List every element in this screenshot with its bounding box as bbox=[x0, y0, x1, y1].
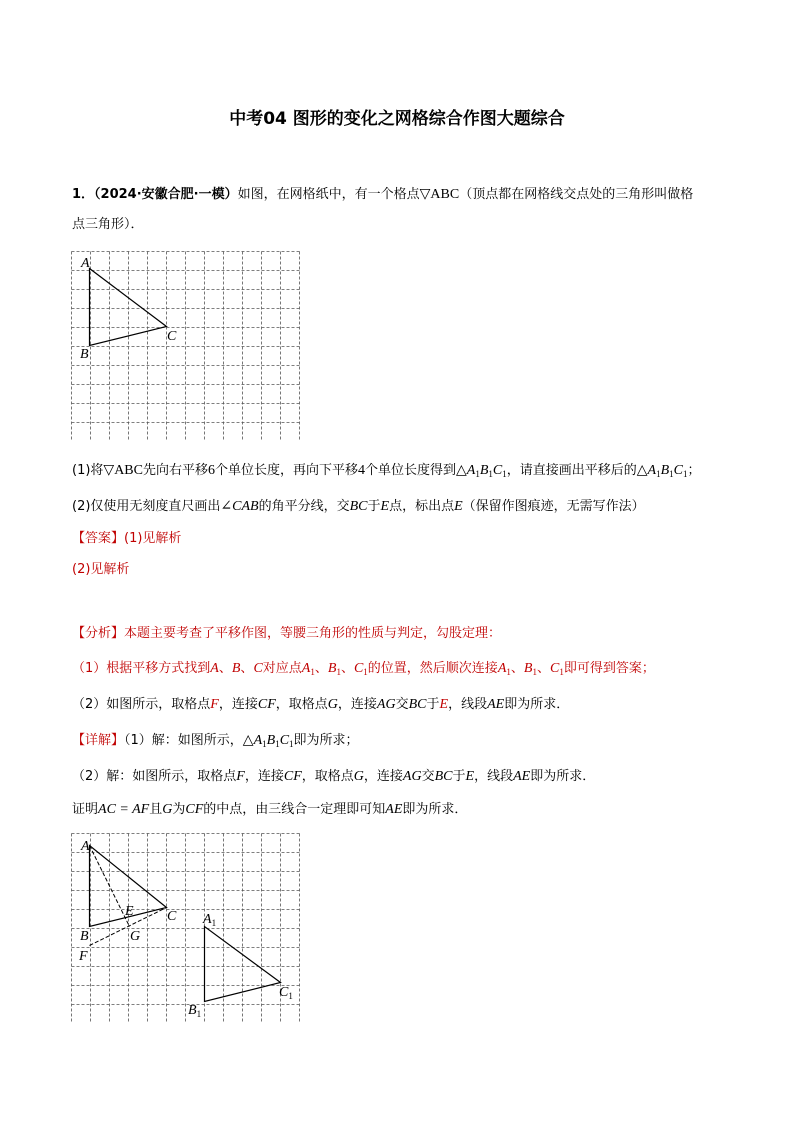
text: 、 bbox=[340, 661, 354, 676]
math-segment: AE bbox=[513, 769, 531, 784]
question-text: 如图，在网格纸中，有一个格点 bbox=[237, 187, 420, 202]
question-line-2: 点三角形）． bbox=[72, 217, 144, 232]
label-c1 bbox=[279, 985, 293, 1001]
math-point: F bbox=[236, 769, 245, 784]
text: 对应点 bbox=[262, 661, 302, 676]
text: ，线段 bbox=[448, 697, 488, 712]
subscript: 1 bbox=[656, 469, 661, 479]
text: 个单位长度，再向下平移 bbox=[215, 463, 359, 478]
text: 于 bbox=[452, 769, 466, 784]
text: 、 bbox=[536, 661, 550, 676]
text: ，取格点 bbox=[301, 769, 354, 784]
question-number: 1． bbox=[72, 187, 95, 202]
subscript: 1 bbox=[363, 667, 368, 677]
math-angle: ∠CAB bbox=[220, 499, 259, 514]
label-b1-sub: 1 bbox=[196, 1009, 202, 1019]
math-point: A bbox=[497, 661, 507, 676]
text: 于 bbox=[367, 499, 381, 514]
label-f: F bbox=[79, 949, 88, 964]
detail-line-1 bbox=[72, 732, 359, 753]
text: 即为所求． bbox=[402, 802, 468, 817]
subscript: 1 bbox=[336, 667, 341, 677]
subscript: 1 bbox=[506, 667, 511, 677]
math-segment: CF bbox=[185, 802, 204, 817]
text: 、 bbox=[510, 661, 524, 676]
text: （2）如图所示，取格点 bbox=[72, 697, 211, 712]
math-segment: AG bbox=[402, 769, 422, 784]
label-c1-letter: C bbox=[279, 985, 289, 1000]
math-point: E bbox=[454, 499, 463, 514]
subscript: 1 bbox=[502, 469, 507, 479]
math-number: 4 bbox=[358, 463, 366, 478]
math-part: C bbox=[673, 463, 684, 478]
math-part: △A bbox=[456, 463, 476, 478]
math-triangle-1 bbox=[243, 733, 294, 748]
page-title: 中考04 图形的变化之网格综合作图大题综合 bbox=[229, 109, 565, 129]
question-source: （2024·安徽合肥·一模） bbox=[94, 187, 238, 202]
text: 本题主要考查了平移作图，等腰三角形的性质与判定，勾股定理： bbox=[124, 626, 502, 641]
math-point: B bbox=[523, 661, 533, 676]
text: 证明 bbox=[72, 802, 99, 817]
text: ； bbox=[687, 463, 701, 478]
label-a1-sub: 1 bbox=[211, 918, 217, 928]
part-1 bbox=[72, 462, 701, 483]
answer-text: (1)见解析 bbox=[124, 531, 182, 546]
grid-lines bbox=[72, 834, 300, 1023]
answer-line-1 bbox=[72, 530, 181, 548]
label-b: B bbox=[80, 929, 89, 944]
detail-label: 【详解】 bbox=[72, 733, 125, 748]
subscript: 1 bbox=[289, 739, 294, 749]
label-e: E bbox=[125, 904, 134, 919]
text: 点，标出点 bbox=[389, 499, 455, 514]
text: 的角平分线，交 bbox=[258, 499, 350, 514]
analysis-label: 【分析】 bbox=[72, 626, 125, 641]
text: （2）解：如图所示，取格点 bbox=[72, 769, 237, 784]
label-b1 bbox=[188, 1003, 201, 1019]
text: 的位置，然后顺次连接 bbox=[367, 661, 498, 676]
text: 即为所求． bbox=[504, 697, 570, 712]
text: 、 bbox=[240, 661, 254, 676]
math-segment: BC bbox=[434, 769, 453, 784]
math-point: G bbox=[162, 802, 173, 817]
label-a: A bbox=[81, 256, 90, 271]
label-g: G bbox=[130, 929, 141, 944]
question-text: （顶点都在网格线交点处的三角形叫做格 bbox=[459, 187, 694, 202]
math-segment: BC bbox=[408, 697, 427, 712]
math-point: C bbox=[549, 661, 560, 676]
subscript: 1 bbox=[683, 469, 688, 479]
math-segment: AG bbox=[376, 697, 396, 712]
answer-label: 【答案】 bbox=[72, 531, 125, 546]
subscript: 1 bbox=[475, 469, 480, 479]
math-triangle: ▽ABC bbox=[103, 463, 143, 478]
grid-lines bbox=[72, 252, 300, 441]
math-equation: AC = AF bbox=[98, 802, 150, 817]
text: （1）解：如图所示， bbox=[124, 733, 243, 748]
text: （1）根据平移方式找到 bbox=[72, 661, 211, 676]
text: 交 bbox=[421, 769, 435, 784]
subscript: 1 bbox=[532, 667, 537, 677]
analysis-step-2 bbox=[72, 696, 569, 714]
math-point: C bbox=[353, 661, 364, 676]
text: 即为所求． bbox=[530, 769, 596, 784]
question-line-1 bbox=[72, 186, 693, 204]
text: 个单位长度得到 bbox=[365, 463, 457, 478]
math-segment: CF bbox=[257, 697, 276, 712]
text: 即可得到答案； bbox=[563, 661, 655, 676]
subscript: 1 bbox=[488, 469, 493, 479]
grid-figure-2 bbox=[70, 832, 302, 1022]
math-point: E bbox=[439, 697, 449, 712]
math-triangle-1 bbox=[456, 463, 507, 478]
math-point: G bbox=[353, 769, 364, 784]
text: （保留作图痕迹，无需写作法） bbox=[462, 499, 645, 514]
grid-figure-1 bbox=[70, 250, 302, 440]
math-point: E bbox=[380, 499, 390, 514]
label-a1 bbox=[202, 912, 216, 928]
subscript: 1 bbox=[669, 469, 674, 479]
math-triangle-1 bbox=[637, 463, 688, 478]
subscript: 1 bbox=[275, 739, 280, 749]
text: ，线段 bbox=[474, 769, 514, 784]
detail-line-2 bbox=[72, 768, 595, 786]
text: (2)仅使用无刻度直尺画出 bbox=[72, 499, 221, 514]
math-point: C bbox=[253, 661, 263, 676]
triangle-abc bbox=[90, 269, 167, 346]
math-part: B bbox=[479, 463, 489, 478]
math-part: C bbox=[279, 733, 290, 748]
analysis-line bbox=[72, 625, 501, 643]
text: ，连接 bbox=[337, 697, 377, 712]
subscript: 1 bbox=[559, 667, 564, 677]
text: 于 bbox=[426, 697, 440, 712]
subscript: 1 bbox=[262, 739, 267, 749]
math-segment: CF bbox=[283, 769, 302, 784]
text: (1)将 bbox=[72, 463, 104, 478]
math-point: E bbox=[465, 769, 475, 784]
math-point: A bbox=[301, 661, 311, 676]
math-point: B bbox=[231, 661, 241, 676]
math-part: B bbox=[266, 733, 276, 748]
math-segment: AE bbox=[385, 802, 403, 817]
text: 且 bbox=[149, 802, 163, 817]
text: ，连接 bbox=[218, 697, 258, 712]
math-point: F bbox=[210, 697, 219, 712]
answer-line-2: (2)见解析 bbox=[72, 562, 130, 577]
math-segment: AE bbox=[487, 697, 505, 712]
label-a: A bbox=[81, 839, 90, 854]
text: 、 bbox=[314, 661, 328, 676]
label-c: C bbox=[167, 329, 177, 344]
text: ，连接 bbox=[363, 769, 403, 784]
text: ，取格点 bbox=[275, 697, 328, 712]
text: 为 bbox=[172, 802, 186, 817]
text: 、 bbox=[218, 661, 232, 676]
label-a1-letter: A bbox=[203, 912, 212, 927]
analysis-step-1 bbox=[72, 660, 655, 681]
label-c1-sub: 1 bbox=[288, 991, 293, 1001]
detail-line-3 bbox=[72, 801, 467, 819]
math-part: B bbox=[660, 463, 670, 478]
math-point: B bbox=[327, 661, 337, 676]
text: 即为所求； bbox=[293, 733, 359, 748]
subscript: 1 bbox=[310, 667, 315, 677]
math-part: △A bbox=[242, 733, 263, 748]
text: 的中点，由三线合一定理即可知 bbox=[203, 802, 386, 817]
math-triangle: ▽ABC bbox=[419, 187, 460, 202]
text: 先向右平移 bbox=[142, 463, 208, 478]
math-point: G bbox=[327, 697, 338, 712]
math-segment: BC bbox=[349, 499, 368, 514]
text: ，请直接画出平移后的 bbox=[506, 463, 637, 478]
math-part: C bbox=[492, 463, 503, 478]
math-number: 6 bbox=[208, 463, 215, 478]
part-2 bbox=[72, 498, 645, 516]
text: 交 bbox=[395, 697, 409, 712]
text: ，连接 bbox=[244, 769, 284, 784]
math-point: A bbox=[210, 661, 219, 676]
label-b1-letter: B bbox=[188, 1003, 197, 1018]
label-c: C bbox=[167, 909, 177, 924]
math-part: △A bbox=[636, 463, 657, 478]
label-b: B bbox=[80, 347, 89, 362]
